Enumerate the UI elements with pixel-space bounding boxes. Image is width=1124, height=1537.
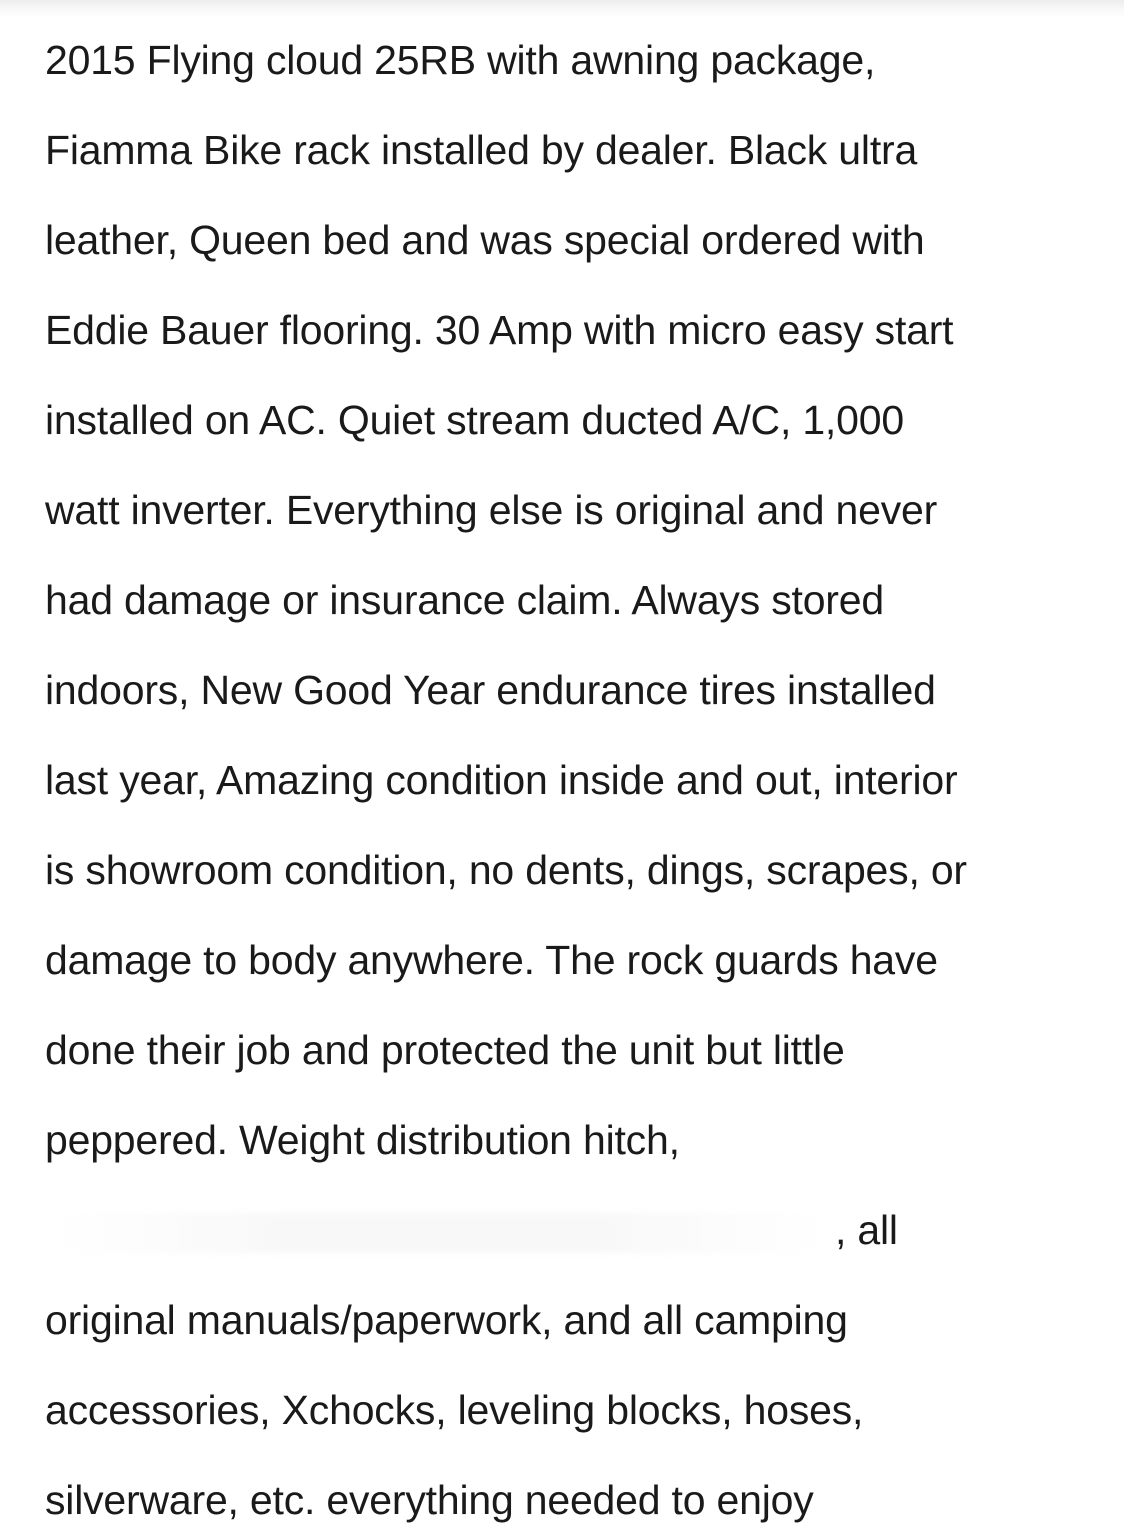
description-line: 2015 Flying cloud 25RB with awning package, <box>45 37 876 83</box>
description-line: leather, Queen bed and was special ordered with <box>45 217 925 263</box>
description-line: had damage or insurance claim. Always stored <box>45 577 884 623</box>
description-line: indoors, New Good Year endurance tires installed <box>45 667 936 713</box>
description-line: last year, Amazing condition inside and out, interior <box>45 757 958 803</box>
description-line: done their job and protected the unit but little <box>45 1027 845 1073</box>
description-line: peppered. Weight distribution hitch, <box>45 1117 680 1163</box>
description-line: Fiamma Bike rack installed by dealer. Black ultra <box>45 127 918 173</box>
description-line: original manuals/paperwork, and all camping <box>45 1297 848 1343</box>
description-line: Eddie Bauer flooring. 30 Amp with micro easy start <box>45 307 954 353</box>
description-line: installed on AC. Quiet stream ducted A/C, 1,000 <box>45 397 904 443</box>
description-line: is showroom condition, no dents, dings, scrapes, or <box>45 847 967 893</box>
description-line: silverware, etc. everything needed to enjoy <box>45 1477 814 1523</box>
description-line: watt inverter. Everything else is original and never <box>45 487 938 533</box>
description-line-tail: , all <box>835 1207 898 1253</box>
description-line-redacted <box>45 1170 1105 1260</box>
description-line: accessories, Xchocks, leveling blocks, hoses, <box>45 1387 864 1433</box>
description-line: damage to body anywhere. The rock guards have <box>45 937 938 983</box>
redacted-text-region <box>45 1213 835 1253</box>
listing-description <box>45 0 1105 1530</box>
